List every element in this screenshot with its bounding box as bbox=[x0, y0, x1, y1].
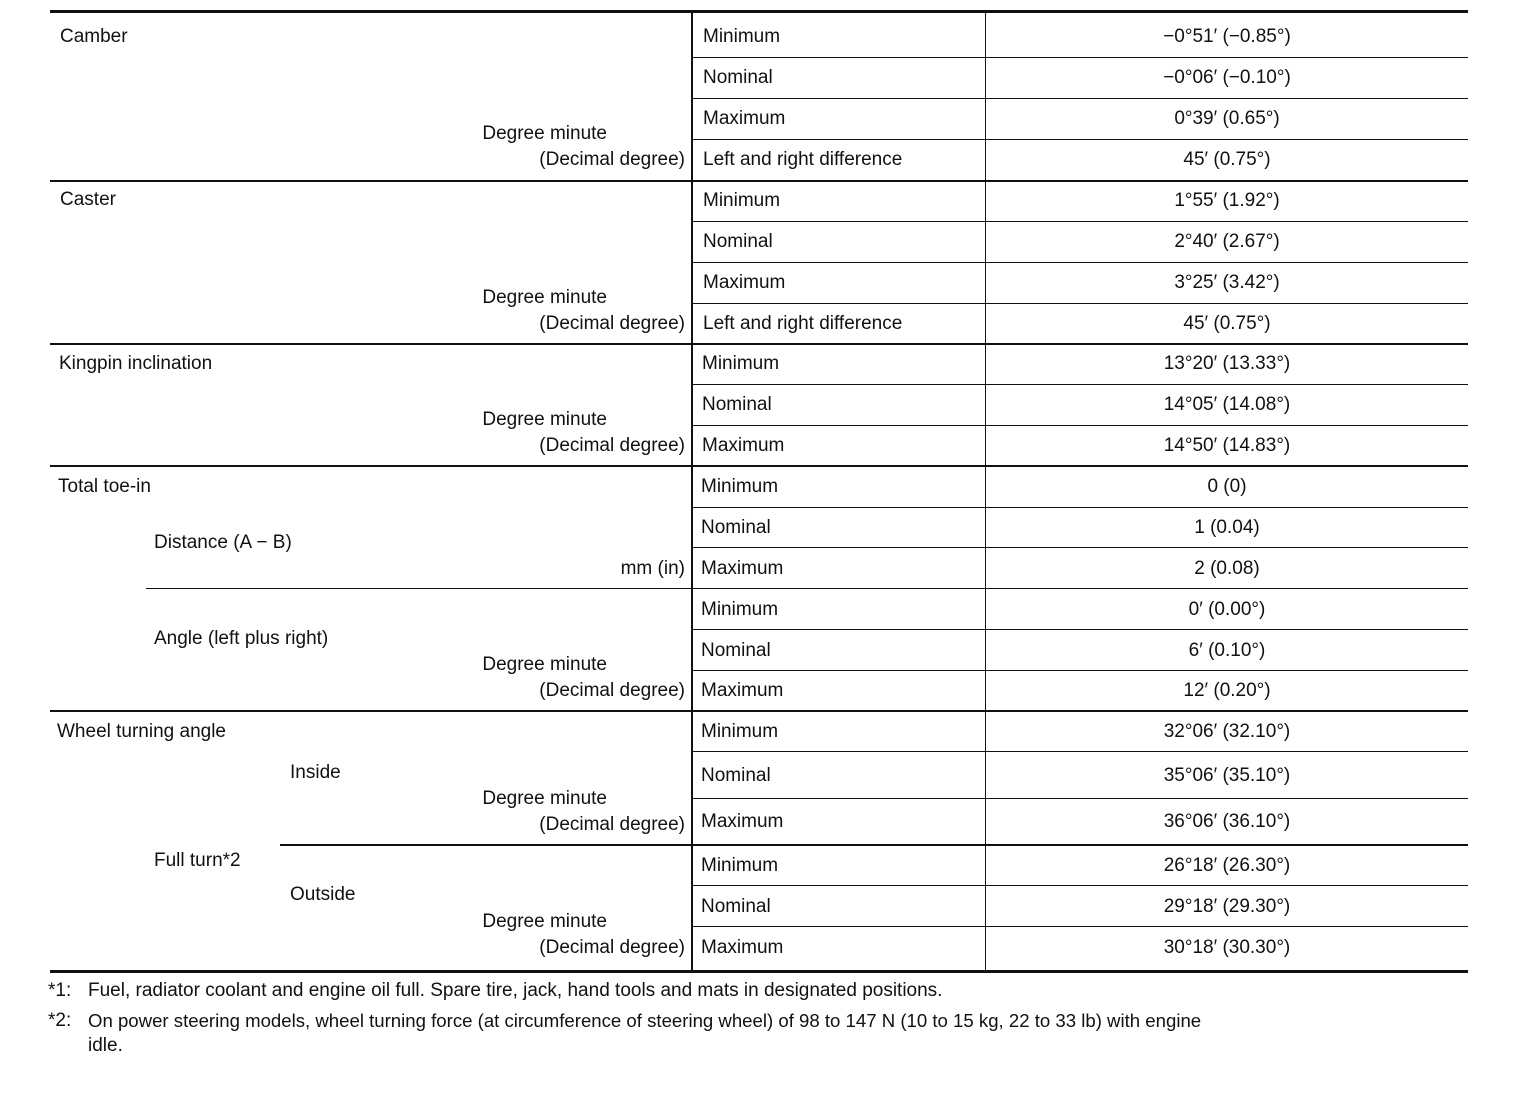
toe-in-distance-row-name: Nominal bbox=[701, 517, 771, 538]
column-divider-1 bbox=[691, 12, 693, 971]
caster-row-name: Maximum bbox=[703, 272, 786, 293]
caster-row-name: Nominal bbox=[703, 231, 773, 252]
footnote bbox=[48, 1008, 1468, 1058]
section-separator bbox=[50, 465, 1468, 467]
outside-row-name: Nominal bbox=[701, 896, 771, 917]
outside-row-name: Maximum bbox=[701, 937, 784, 958]
camber-row-value: 45′ (0.75°) bbox=[1183, 149, 1271, 170]
subsection-separator bbox=[146, 588, 1468, 589]
caster-row-value: 45′ (0.75°) bbox=[1183, 313, 1271, 334]
outside-row-value: 29°18′ (29.30°) bbox=[1163, 896, 1291, 917]
camber-unit-line1: Degree minute bbox=[482, 123, 607, 144]
toe-in-distance-unit: mm (in) bbox=[620, 558, 685, 579]
kingpin-unit-line2: (Decimal degree) bbox=[539, 435, 685, 456]
caster-unit-line2: (Decimal degree) bbox=[539, 313, 685, 334]
inside-unit-line1: Degree minute bbox=[482, 788, 607, 809]
caster-row-value: 1°55′ (1.92°) bbox=[1174, 190, 1280, 211]
toe-in-angle-unit-line2: (Decimal degree) bbox=[539, 680, 685, 701]
row-separator bbox=[691, 798, 1468, 799]
outside-row-value: 30°18′ (30.30°) bbox=[1163, 937, 1291, 958]
inside-row-value: 35°06′ (35.10°) bbox=[1163, 765, 1291, 786]
kingpin-row-name: Nominal bbox=[702, 394, 772, 415]
row-separator bbox=[691, 221, 1468, 222]
row-separator bbox=[691, 885, 1468, 886]
footnote bbox=[48, 978, 1468, 1003]
caster-row-name: Minimum bbox=[703, 190, 781, 211]
toe-in-label: Total toe-in bbox=[58, 476, 151, 497]
inside-unit-line2: (Decimal degree) bbox=[539, 814, 685, 835]
camber-row-value: −0°06′ (−0.10°) bbox=[1163, 67, 1291, 88]
caster-row-name: Left and right difference bbox=[703, 313, 903, 334]
kingpin-row-value: 14°50′ (14.83°) bbox=[1163, 435, 1291, 456]
toe-in-angle-row-value: 0′ (0.00°) bbox=[1188, 599, 1266, 620]
section-separator bbox=[50, 180, 1468, 182]
outside-label: Outside bbox=[290, 884, 356, 905]
footnote-mark: *1: bbox=[48, 980, 72, 1001]
toe-in-distance-label: Distance (A − B) bbox=[154, 532, 292, 553]
outside-row-value: 26°18′ (26.30°) bbox=[1163, 855, 1291, 876]
kingpin-row-name: Maximum bbox=[702, 435, 785, 456]
inside-row-value: 36°06′ (36.10°) bbox=[1163, 811, 1291, 832]
toe-in-angle-unit-line1: Degree minute bbox=[482, 654, 607, 675]
toe-in-angle-row-name: Nominal bbox=[701, 640, 771, 661]
toe-in-distance-row-value: 2 (0.08) bbox=[1194, 558, 1260, 579]
footnote-text: On power steering models, wheel turning force (at circumference of steering wheel) of 98 to 147 N (10 to 15 kg, 22 to 33 lb) with engine bbox=[88, 1010, 1202, 1031]
inside-label: Inside bbox=[290, 762, 341, 783]
toe-in-angle-row-name: Maximum bbox=[701, 680, 784, 701]
toe-in-angle-row-value: 12′ (0.20°) bbox=[1183, 680, 1271, 701]
camber-row-value: −0°51′ (−0.85°) bbox=[1163, 26, 1291, 47]
row-separator bbox=[691, 926, 1468, 927]
row-separator bbox=[691, 98, 1468, 99]
row-separator bbox=[691, 425, 1468, 426]
toe-in-distance-row-name: Maximum bbox=[701, 558, 784, 579]
camber-label: Camber bbox=[60, 26, 128, 47]
camber-unit-line2: (Decimal degree) bbox=[539, 149, 685, 170]
kingpin-row-value: 14°05′ (14.08°) bbox=[1163, 394, 1291, 415]
kingpin-row-name: Minimum bbox=[702, 353, 780, 374]
kingpin-label: Kingpin inclination bbox=[59, 353, 213, 374]
camber-row-name: Minimum bbox=[703, 26, 781, 47]
footnote-mark: *2: bbox=[48, 1010, 72, 1031]
outside-unit-line1: Degree minute bbox=[482, 911, 607, 932]
wheel-turning-label: Wheel turning angle bbox=[57, 721, 226, 742]
row-separator bbox=[691, 384, 1468, 385]
caster-row-value: 2°40′ (2.67°) bbox=[1174, 231, 1280, 252]
row-separator bbox=[691, 751, 1468, 752]
kingpin-row-value: 13°20′ (13.33°) bbox=[1163, 353, 1291, 374]
toe-in-angle-label: Angle (left plus right) bbox=[154, 628, 329, 649]
table-top-border bbox=[50, 10, 1468, 13]
caster-row-value: 3°25′ (3.42°) bbox=[1174, 272, 1280, 293]
row-separator bbox=[691, 670, 1468, 671]
row-separator bbox=[691, 57, 1468, 58]
camber-row-name: Nominal bbox=[703, 67, 773, 88]
caster-label: Caster bbox=[60, 189, 116, 210]
section-separator bbox=[50, 343, 1468, 345]
inside-row-name: Maximum bbox=[701, 811, 784, 832]
kingpin-unit-line1: Degree minute bbox=[482, 409, 607, 430]
toe-in-distance-row-value: 0 (0) bbox=[1207, 476, 1247, 497]
caster-unit-line1: Degree minute bbox=[482, 287, 607, 308]
camber-row-name: Maximum bbox=[703, 108, 786, 129]
row-separator bbox=[691, 139, 1468, 140]
toe-in-angle-row-name: Minimum bbox=[701, 599, 779, 620]
row-separator bbox=[691, 507, 1468, 508]
subsection-separator bbox=[280, 844, 1468, 846]
camber-row-value: 0°39′ (0.65°) bbox=[1174, 108, 1280, 129]
camber-row-name: Left and right difference bbox=[703, 149, 903, 170]
table-bottom-border bbox=[50, 970, 1468, 973]
inside-row-value: 32°06′ (32.10°) bbox=[1163, 721, 1291, 742]
inside-row-name: Nominal bbox=[701, 765, 771, 786]
toe-in-angle-row-value: 6′ (0.10°) bbox=[1188, 640, 1266, 661]
toe-in-distance-row-value: 1 (0.04) bbox=[1194, 517, 1260, 538]
section-separator bbox=[50, 710, 1468, 712]
row-separator bbox=[691, 262, 1468, 263]
outside-row-name: Minimum bbox=[701, 855, 779, 876]
toe-in-distance-row-name: Minimum bbox=[701, 476, 779, 497]
footnote-text: Fuel, radiator coolant and engine oil full. Spare tire, jack, hand tools and mats in designated positions. bbox=[88, 980, 943, 1001]
row-separator bbox=[691, 629, 1468, 630]
outside-unit-line2: (Decimal degree) bbox=[539, 937, 685, 958]
footnote-text-continued: idle. bbox=[88, 1035, 123, 1056]
row-separator bbox=[691, 303, 1468, 304]
inside-row-name: Minimum bbox=[701, 721, 779, 742]
row-separator bbox=[691, 547, 1468, 548]
full-turn-label: Full turn*2 bbox=[154, 850, 241, 871]
